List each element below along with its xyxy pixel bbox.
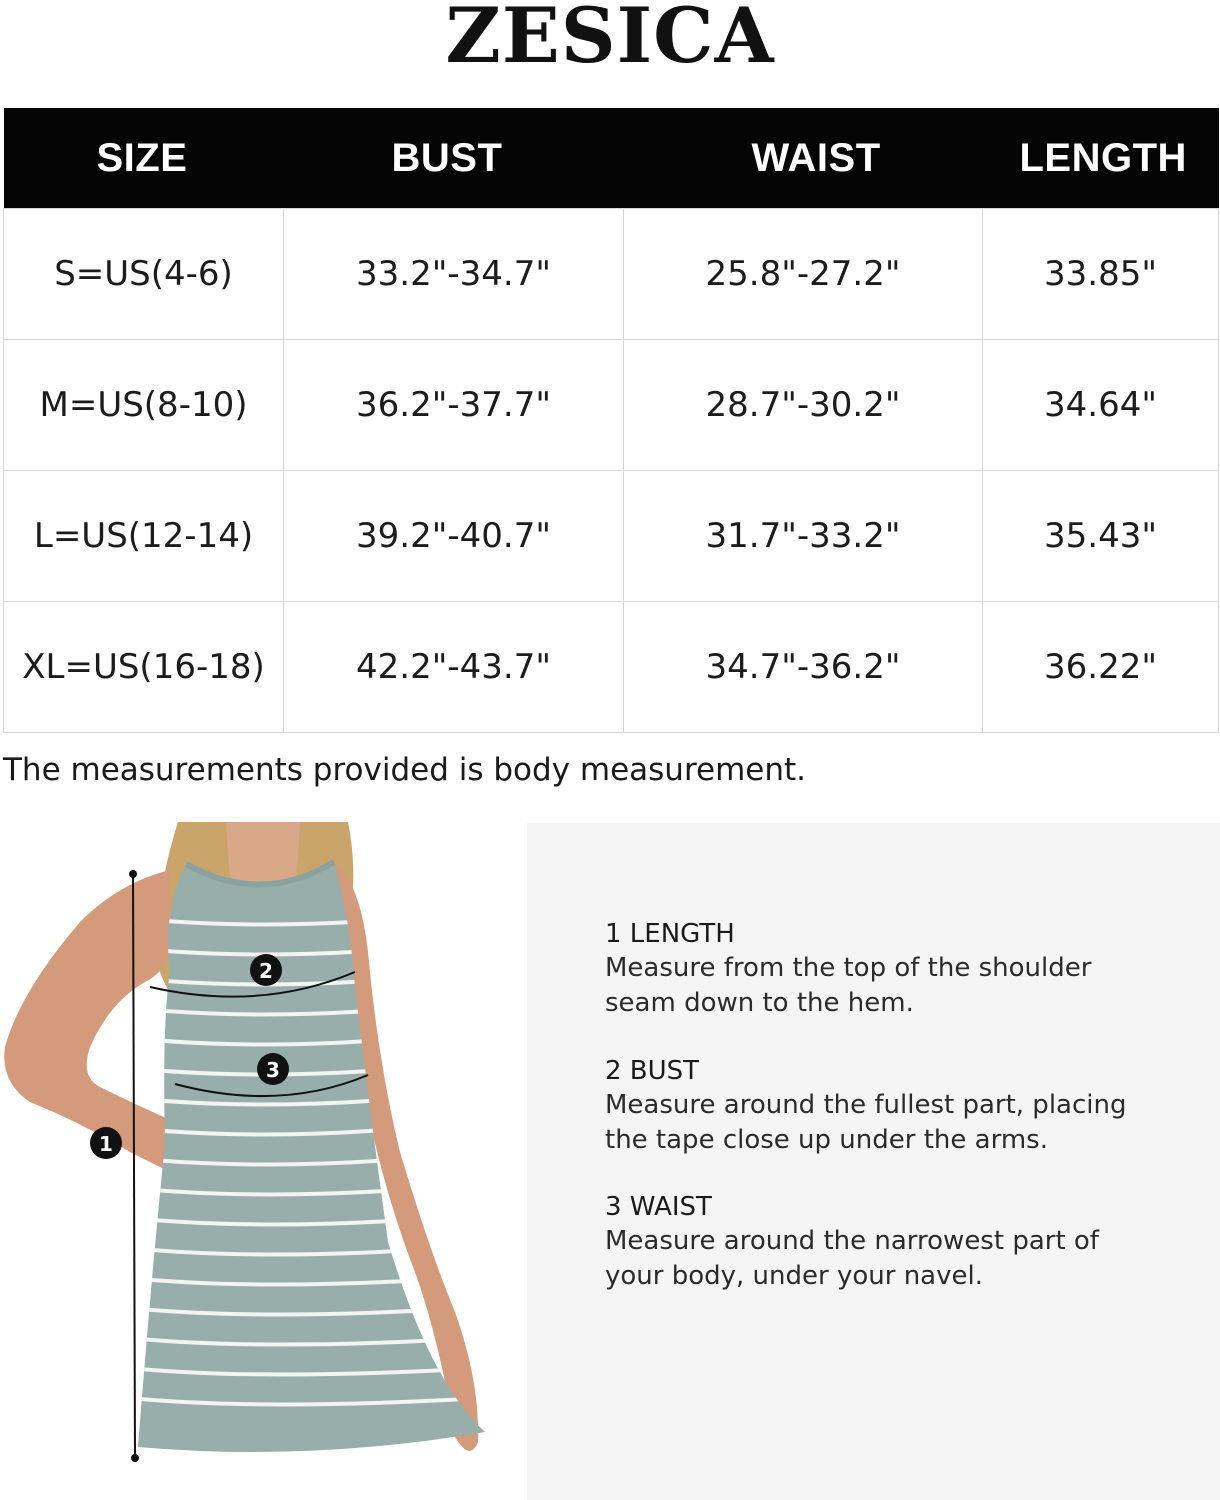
guide-length-title: 1 LENGTH: [605, 919, 735, 949]
cell-bust: 39.2"-40.7": [284, 471, 624, 602]
guide-waist-desc-line2: your body, under your navel.: [605, 1261, 983, 1291]
table-row: [4, 602, 1219, 733]
guide-bust-desc-line2: the tape close up under the arms.: [605, 1125, 1048, 1155]
measurement-guide-panel: [527, 823, 1220, 1500]
cell-bust: 33.2"-34.7": [284, 209, 624, 340]
cell-waist: 34.7"-36.2": [624, 602, 983, 733]
guide-waist: [605, 1190, 1205, 1294]
cell-size: XL=US(16-18): [4, 602, 284, 733]
guide-bust: [605, 1054, 1205, 1158]
size-chart-table: [3, 108, 1219, 733]
header-size: SIZE: [4, 108, 284, 209]
cell-length: 35.43": [983, 471, 1219, 602]
guide-length-desc-line2: seam down to the hem.: [605, 988, 914, 1018]
marker-3-label: 3: [266, 1058, 280, 1082]
table-row: [4, 471, 1219, 602]
dress-shape: [138, 862, 485, 1452]
cell-bust: 42.2"-43.7": [284, 602, 624, 733]
guide-waist-desc-line1: Measure around the narrowest part of: [605, 1226, 1099, 1256]
header-waist: WAIST: [624, 108, 983, 209]
marker-2-label: 2: [259, 959, 273, 983]
cell-size: S=US(4-6): [4, 209, 284, 340]
table-row: [4, 340, 1219, 471]
measurement-note: The measurements provided is body measurement.: [3, 752, 807, 788]
model-dress-illustration: [0, 822, 520, 1500]
guide-bust-title: 2 BUST: [605, 1056, 700, 1086]
length-line-bottom-dot: [131, 1454, 139, 1462]
header-bust: BUST: [284, 108, 624, 209]
guide-waist-title: 3 WAIST: [605, 1192, 712, 1222]
cell-length: 34.64": [983, 340, 1219, 471]
guide-length-desc-line1: Measure from the top of the shoulder: [605, 953, 1092, 983]
cell-length: 36.22": [983, 602, 1219, 733]
cell-size: M=US(8-10): [4, 340, 284, 471]
cell-waist: 25.8"-27.2": [624, 209, 983, 340]
length-line-top-dot: [129, 870, 137, 878]
table-header-row: [4, 108, 1219, 209]
table-row: [4, 209, 1219, 340]
guide-bust-desc-line1: Measure around the fullest part, placing: [605, 1090, 1127, 1120]
neck-shape: [226, 822, 300, 885]
brand-logo: ZESICA: [445, 0, 775, 80]
cell-waist: 28.7"-30.2": [624, 340, 983, 471]
marker-1-label: 1: [99, 1132, 113, 1156]
left-arm-shape: [4, 870, 175, 1172]
cell-bust: 36.2"-37.7": [284, 340, 624, 471]
cell-size: L=US(12-14): [4, 471, 284, 602]
guide-length: [605, 917, 1205, 1021]
cell-length: 33.85": [983, 209, 1219, 340]
cell-waist: 31.7"-33.2": [624, 471, 983, 602]
header-length: LENGTH: [983, 108, 1219, 209]
